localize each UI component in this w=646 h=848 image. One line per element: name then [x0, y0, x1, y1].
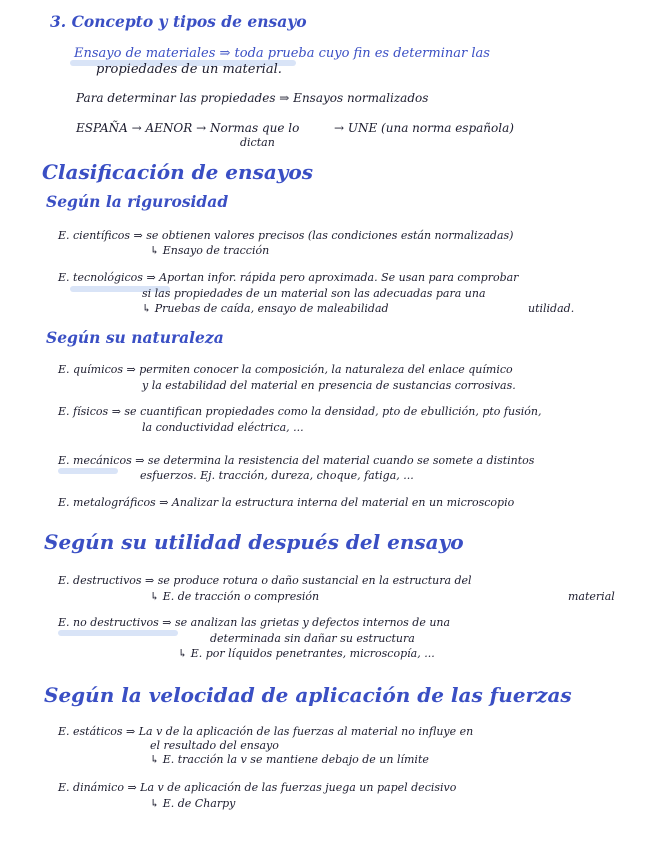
no-destructivos-line-3: ↳ E. por líquidos penetrantes, microscopía, ... — [178, 647, 435, 660]
velocity-heading: Según la velocidad de aplicación de las fuerzas — [44, 683, 572, 707]
estaticos-line-3: ↳ E. tracción la v se mantiene debajo de un límite — [150, 753, 429, 766]
intro-line-5: dictan — [240, 136, 275, 149]
tecnologicos-line-3b: utilidad. — [528, 302, 575, 315]
metalograficos-line: E. metalográficos ⇒ Analizar la estructura interna del material en un microscopio — [58, 496, 515, 509]
cientificos-line-2: ↳ Ensayo de tracción — [150, 244, 270, 257]
intro-line-3: Para determinar las propiedades ⇒ Ensayos normalizados — [76, 91, 429, 105]
highlight-mark — [58, 468, 118, 474]
destructivos-line-2b: material — [568, 590, 615, 603]
dinamico-line-2: ↳ E. de Charpy — [150, 797, 236, 810]
destructivos-line-1: E. destructivos ⇒ se produce rotura o daño sustancial en la estructura del — [58, 574, 472, 587]
mecanicos-line-2: esfuerzos. Ej. tracción, dureza, choque, fatiga, ... — [140, 469, 414, 482]
intro-line-4b: → UNE (una norma española) — [334, 121, 514, 135]
utility-heading: Según su utilidad después del ensayo — [44, 530, 464, 554]
tecnologicos-line-3a: ↳ Pruebas de caída, ensayo de maleabilidad — [142, 302, 389, 315]
destructivos-line-2a: ↳ E. de tracción o compresión — [150, 590, 320, 603]
tecnologicos-line-1: E. tecnológicos ⇒ Aportan infor. rápida pero aproximada. Se usan para comprobar — [58, 271, 519, 284]
estaticos-line-2: el resultado del ensayo — [150, 739, 279, 752]
quimicos-line-1: E. químicos ⇒ permiten conocer la composición, la naturaleza del enlace químico — [58, 363, 513, 376]
no-destructivos-line-1: E. no destructivos ⇒ se analizan las grietas y defectos internos de una — [58, 616, 451, 629]
tecnologicos-line-2: si las propiedades de un material son las adecuadas para una — [142, 287, 486, 300]
intro-line-1: Ensayo de materiales ⇒ toda prueba cuyo fin es determinar las — [74, 46, 490, 61]
section-title: 3. Concepto y tipos de ensayo — [50, 12, 307, 31]
quimicos-line-2: y la estabilidad del material en presencia de sustancias corrosivas. — [142, 379, 516, 392]
fisicos-line-2: la conductividad eléctrica, ... — [142, 421, 304, 434]
estaticos-line-1: E. estáticos ⇒ La v de la aplicación de las fuerzas al material no influye en — [58, 725, 474, 738]
nature-heading: Según su naturaleza — [46, 328, 224, 347]
highlight-mark — [58, 630, 178, 636]
no-destructivos-line-2: determinada sin dañar su estructura — [210, 632, 415, 645]
classification-title: Clasificación de ensayos — [42, 160, 314, 184]
dinamico-line-1: E. dinámico ⇒ La v de aplicación de las fuerzas juega un papel decisivo — [58, 781, 457, 794]
cientificos-line-1: E. científicos ⇒ se obtienen valores precisos (las condiciones están normalizadas) — [58, 229, 514, 242]
intro-line-4a: ESPAÑA → AENOR → Normas que lo — [76, 121, 300, 135]
mecanicos-line-1: E. mecánicos ⇒ se determina la resistencia del material cuando se somete a distintos — [58, 454, 535, 467]
rigor-heading: Según la rigurosidad — [46, 192, 229, 211]
intro-line-2: propiedades de un material. — [96, 62, 282, 77]
fisicos-line-1: E. físicos ⇒ se cuantifican propiedades como la densidad, pto de ebullición, pto fusión, — [58, 405, 542, 418]
